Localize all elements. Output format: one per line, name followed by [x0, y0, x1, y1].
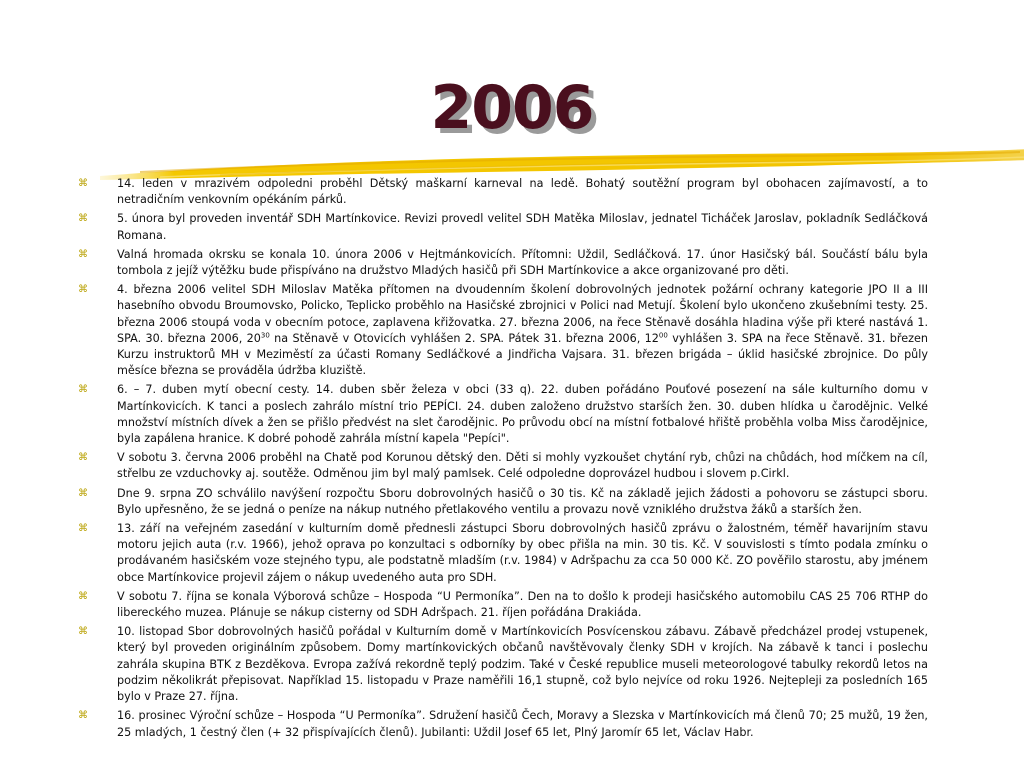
item-text: 10. listopad Sbor dobrovolných hasičů pořádal v Kulturním domě v Martínkovicích Posvícenskou zábavu. Zábavě předcházel prodej vstupenek, který byl proveden originálním způsobem. Domy martínkovických občanů navštěvovaly členky SDH v krojích. Na zábavě k tanci i poslechu zahrála skupina BTK z Bezděkova. Evropa zažívá rekordně teplý podzim. Také v České republice museli meteorologové tabulky rekordů letos na podzim několikrát přepisovat. Například 15. listopadu v Praze naměřili 16,1 stupně, což bylo nejvíce od roku 1926. Nejtepleji za posledních 165 bylo v Praze 27. října.	[117, 625, 928, 704]
command-bullet-icon: ⌘	[78, 248, 88, 260]
list-item	[78, 708, 928, 740]
list-item	[78, 486, 928, 518]
content-area	[78, 176, 928, 744]
item-text: V sobotu 3. června 2006 proběhl na Chatě pod Korunou dětský den. Děti si mohly vyzkoušet chytání ryb, chůzi na chůdách, hod míčkem na cíl, střelbu ze vzduchovky aj. soutěže. Odměnou jim byl malý pamlsek. Celé odpoledne doprovázel hudbou i slovem p.Cirkl.	[117, 451, 928, 481]
list-item	[78, 521, 928, 586]
item-text: 5. února byl proveden inventář SDH Martínkovice. Revizi provedl velitel SDH Matěka Miloslav, jednatel Ticháček Jaroslav, pokladník Sedláčková Romana.	[117, 212, 928, 242]
item-text-part: vyhlášen 3. SPA na řece Stěnavě. 31. březen Kurzu instruktorů MH v Meziměstí za účasti Romany Sedláčkové a Jindřicha Vajsara. 31. březen brigáda – úklid hasičské zbrojnice. Do půly měsíce března se prováděla údržba kluziště.	[117, 331, 928, 378]
command-bullet-icon: ⌘	[78, 487, 88, 499]
item-text: 16. prosinec Výroční schůze – Hospoda “U Permoníka”. Sdružení hasičů Čech, Moravy a Slezska v Martínkovicích má členů 70; 25 mužů, 19 žen, 25 mladých, 1 čestný člen (+ 32 přispívajících členů). Jubilanti: Uždil Josef 65 let, Plný Jaromír 65 let, Václav Habr.	[117, 709, 928, 739]
list-item	[78, 382, 928, 447]
time-superscript: 30	[260, 331, 270, 340]
list-item	[78, 624, 928, 705]
list-item	[78, 282, 928, 379]
command-bullet-icon: ⌘	[78, 384, 88, 396]
item-text: Dne 9. srpna ZO schválilo navýšení rozpočtu Sboru dobrovolných hasičů o 30 tis. Kč na základě jejich žádosti a pohovoru se zástupci sboru. Bylo upřesněno, že se jedná o peníze na nákup nutného přetlakového ventilu a provazu nově vzniklého družstva žáků a starších žen.	[117, 486, 928, 516]
command-bullet-icon: ⌘	[78, 178, 88, 189]
list-item	[78, 247, 928, 279]
command-bullet-icon: ⌘	[78, 452, 88, 464]
item-text: 14. leden v mrazivém odpoledni proběhl Dětský maškarní karneval na ledě. Bohatý soutěžní program byl obohacen zajímavostí, a to netradičním venkovním opékáním párků.	[117, 177, 928, 207]
slide-title: 2006	[430, 73, 594, 143]
command-bullet-icon: ⌘	[78, 213, 88, 225]
command-bullet-icon: ⌘	[78, 710, 88, 722]
command-bullet-icon: ⌘	[78, 590, 88, 602]
item-text-part: na Stěnavě v Otovicích vyhlášen 2. SPA. Pátek 31. března 2006, 12	[269, 331, 659, 345]
item-text: V sobotu 7. října se konala Výborová schůze – Hospoda “U Permoníka”. Den na to došlo k prodeji hasičského automobilu CAS 25 706 RTHP do libereckého muzea. Plánuje se nákup cisterny od SDH Adršpach. 21. říjen pořádána Drakiáda.	[117, 589, 928, 620]
command-bullet-icon: ⌘	[78, 523, 88, 535]
list-item	[78, 176, 928, 208]
title-area	[0, 73, 1024, 143]
command-bullet-icon: ⌘	[78, 284, 88, 296]
item-text: Valná hromada okrsku se konala 10. února 2006 v Hejtmánkovicích. Přítomni: Uždil, Sedláčková. 17. únor Hasičský bál. Součástí bálu byla tombola z jejíž výtěžku bude přispíváno na družstvo Mladých hasičů při SDH Martínkovice a akce organizované pro děti.	[117, 247, 928, 278]
item-text: 13. září na veřejném zasedání v kulturním domě přednesli zástupci Sboru dobrovolných hasičů zprávu o žalostném, téměř havarijním stavu motoru jejich auta (r.v. 1966), jehož oprava po konzultaci s odborníky by obec přišla na min. 30 tis. Kč. V souvislosti s tímto podala zmínku o prodávaném hasičském voze stejného typu, ale podstatně mladším (r.v. 1984) v Adršpachu za cca 50 000 Kč. ZO pověřilo starostu, aby jménem obce Martínkovice projevil zájem o nákup uvedeného auta pro SDH.	[117, 522, 928, 584]
list-item	[78, 589, 928, 621]
command-bullet-icon: ⌘	[78, 626, 88, 638]
list-item	[78, 211, 928, 243]
item-text-part: 4. března 2006 velitel SDH Miloslav Matěka přítomen na dvoudenním školení dobrovolných jednotek požární ochrany kategorie JPO II a III hasebního obvodu Broumovsko, Policko, Teplicko proběhlo na Hasičské zbrojnici v Polici nad Metují. Školení bylo ukončeno zkušebními testy. 25. března 2006 stoupá voda v obecním potoce, zaplavena křižovatka. 27. března 2006, na řece Stěnavě dosáhla hladina výše při které nastává 1. SPA. 30. března 2006, 20	[117, 283, 928, 345]
bullet-list	[78, 176, 928, 741]
item-text: 6. – 7. duben mytí obecní cesty. 14. duben sběr železa v obci (33 q). 22. duben pořádáno Pouťové posezení na sále kulturního domu v Martínkovicích. K tanci a poslech zahrálo místní trio PEPÍCI. 24. duben založeno družstvo starších žen. 30. duben hlídka u čarodějnic. Velké množství místních dívek a žen se přišlo předvést na slet čarodějnic. Po průvodu obcí na místní fotbalové hřiště proběhla volba Miss čarodějnice, byla zapálena hranice. K dobré pohodě zahrála místní kapela "Pepíci".	[117, 383, 928, 446]
time-superscript: 00	[658, 331, 668, 340]
list-item	[78, 450, 928, 482]
